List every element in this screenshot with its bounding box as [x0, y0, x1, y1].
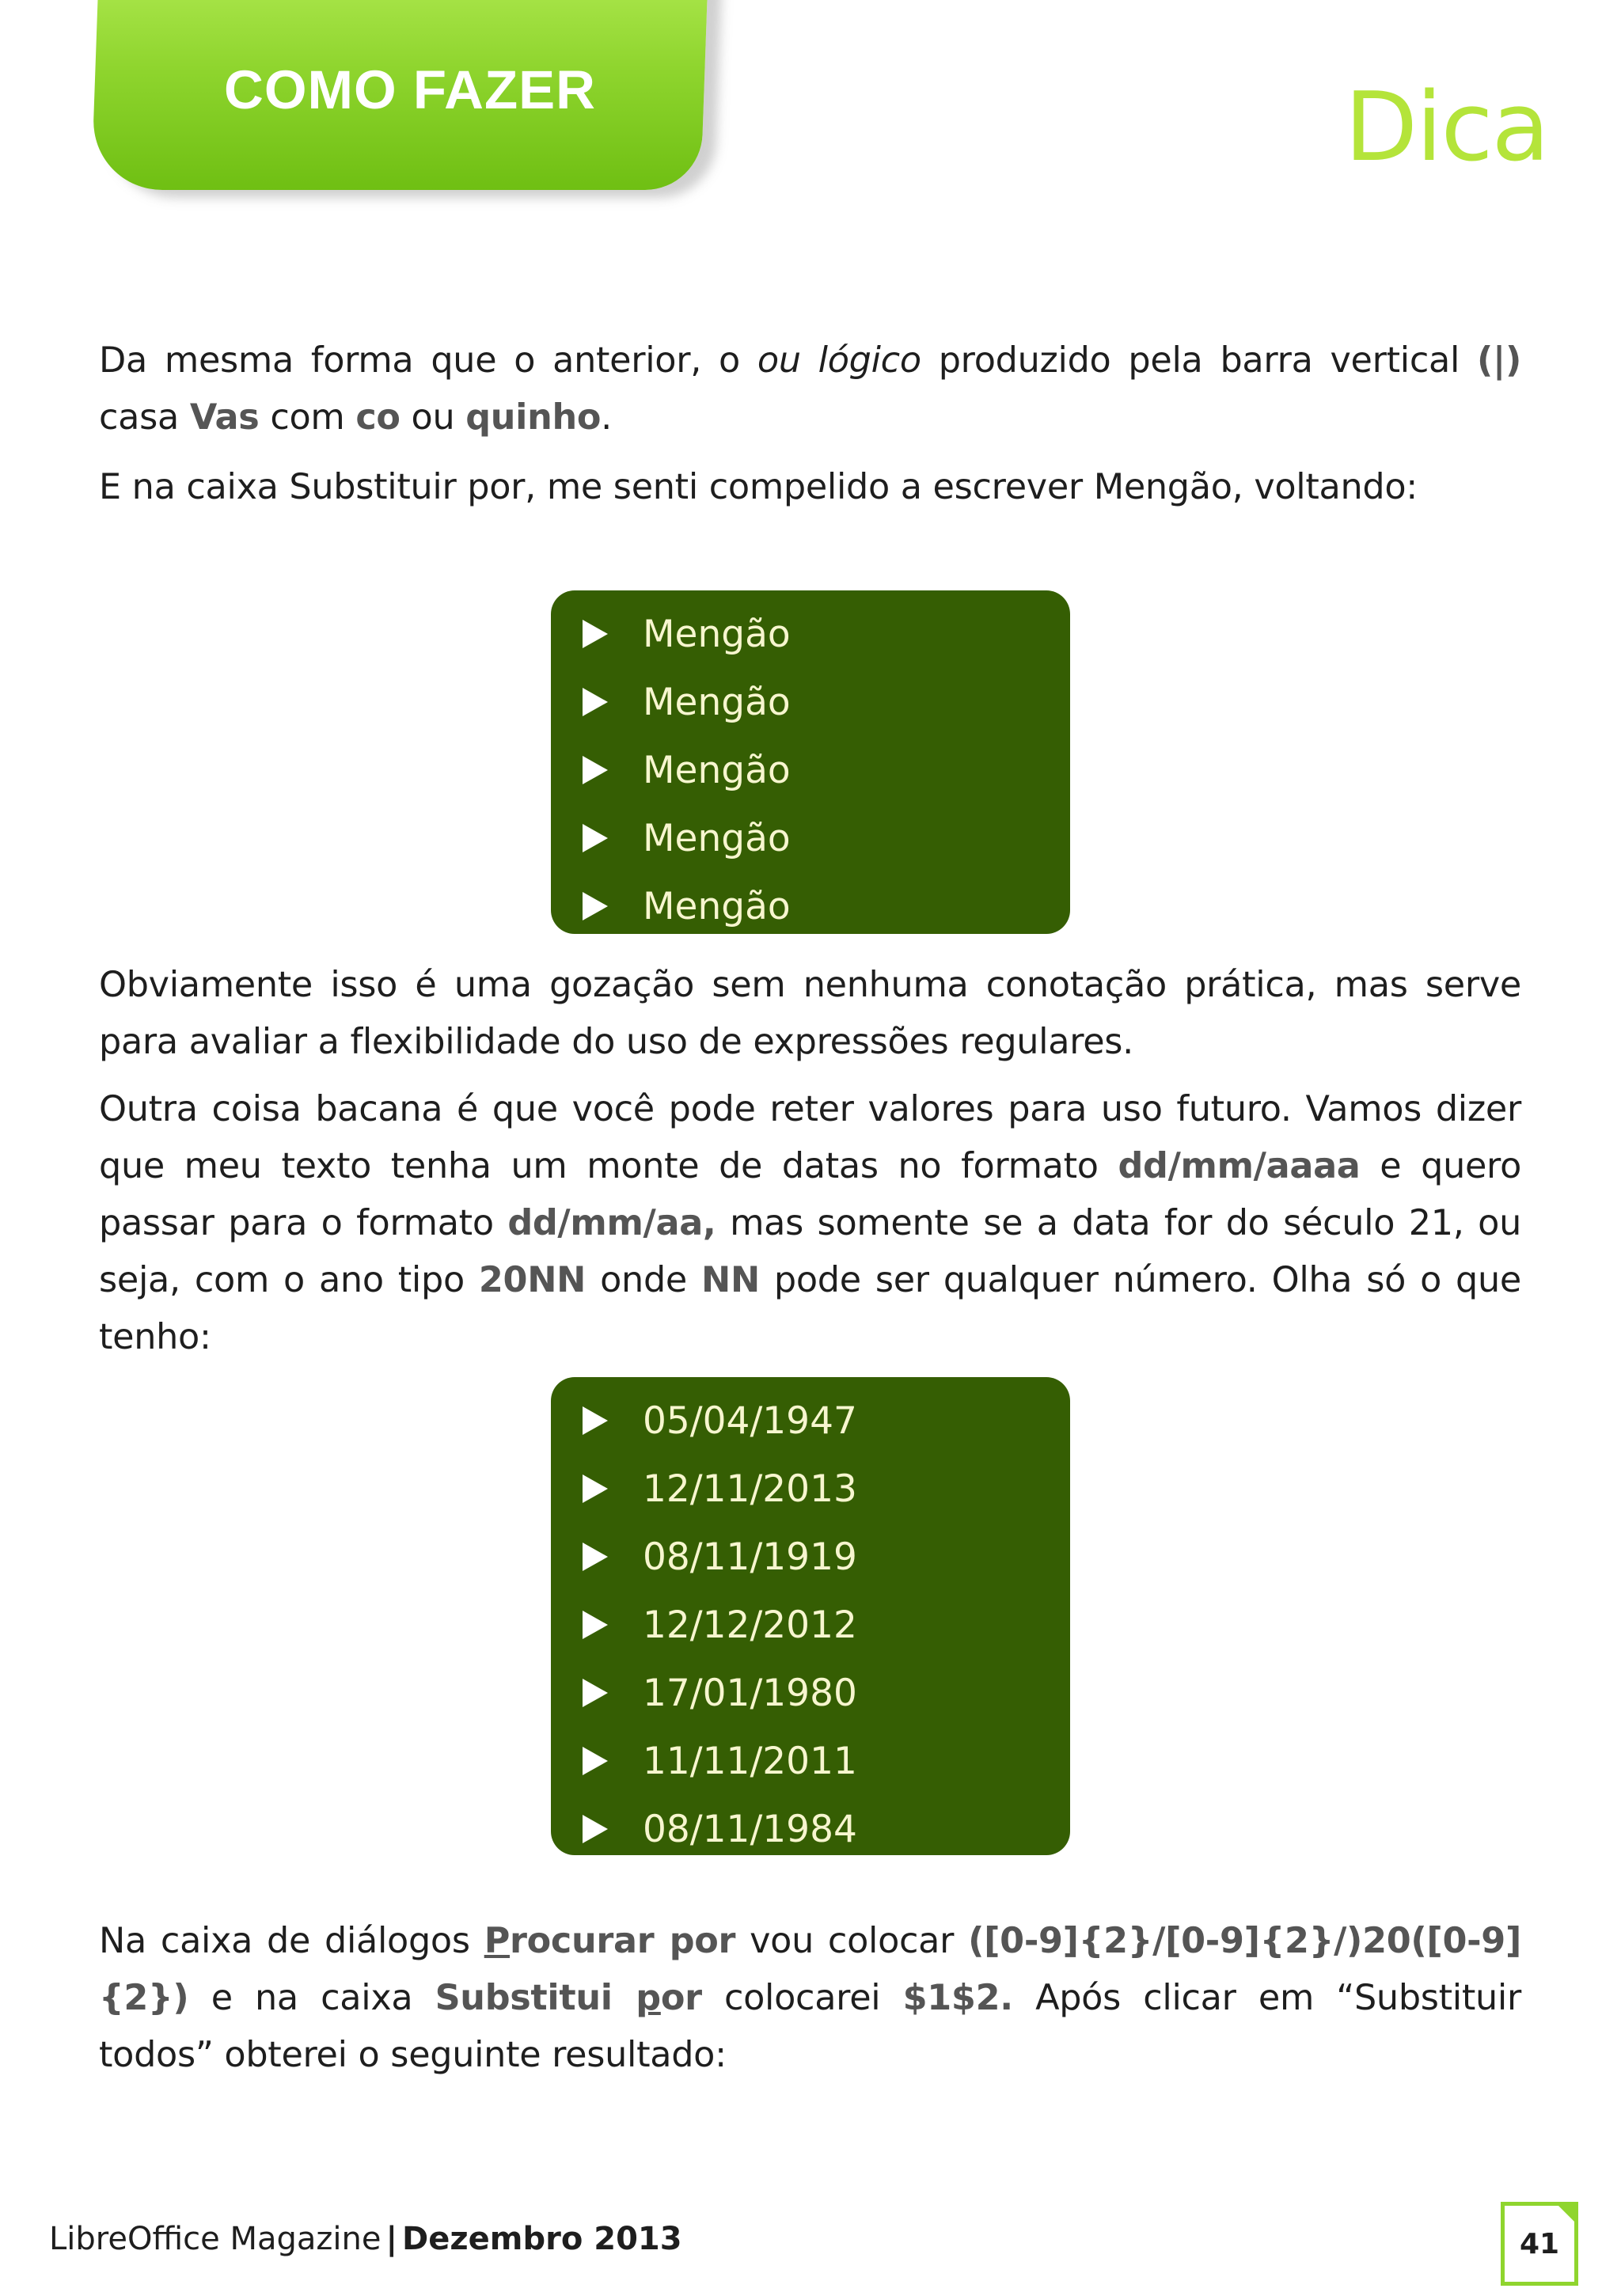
triangle-bullet-icon [583, 1474, 608, 1503]
dates-list-box [551, 1377, 1070, 1855]
section-title: COMO FAZER [224, 59, 596, 120]
mengao-list-box [551, 590, 1070, 934]
page-number-badge [1501, 2202, 1578, 2286]
magazine-name: LibreOffice Magazine [49, 2221, 382, 2257]
triangle-bullet-icon [583, 1406, 608, 1435]
triangle-bullet-icon [583, 756, 608, 784]
paragraph-3: Obviamente isso é uma gozação sem nenhuma conotação prática, mas serve para avaliar a flexibilidade do uso de expressões regulares. [99, 965, 1521, 1062]
list-item: Mengão [551, 736, 1070, 804]
page-number: 41 [1519, 2227, 1560, 2260]
issue-date: Dezembro 2013 [402, 2221, 682, 2257]
triangle-bullet-icon [583, 620, 608, 648]
footer [49, 2221, 682, 2257]
list-item: 08/11/1984 [551, 1795, 1070, 1863]
list-item: Mengão [551, 668, 1070, 736]
triangle-bullet-icon [583, 1611, 608, 1639]
list-item: Mengão [551, 600, 1070, 668]
triangle-bullet-icon [583, 1543, 608, 1571]
triangle-bullet-icon [583, 1679, 608, 1707]
triangle-bullet-icon [583, 1747, 608, 1775]
triangle-bullet-icon [583, 824, 608, 852]
dates-list [551, 1377, 1070, 1863]
paragraph-5: Na caixa de diálogos Procurar por vou colocar ([0-9]{2}/[0-9]{2}/)20([0-9]{2}) e na caixa Substitui por colocarei $1$2. Após clicar em “Substituir todos” obterei o seguinte resultado: [99, 1921, 1522, 2075]
triangle-bullet-icon [583, 1815, 608, 1843]
list-item: 11/11/2011 [551, 1727, 1070, 1795]
list-item: 08/11/1919 [551, 1523, 1070, 1591]
mengao-list [551, 590, 1070, 940]
list-item: Mengão [551, 872, 1070, 940]
paragraph-1: Da mesma forma que o anterior, o ou lógico produzido pela barra vertical (|) casa Vas com co ou quinho. [99, 340, 1521, 438]
list-item: 05/04/1947 [551, 1387, 1070, 1455]
paragraph-2: E na caixa Substituir por, me senti compelido a escrever Mengão, voltando: [99, 467, 1418, 507]
list-item: 12/12/2012 [551, 1591, 1070, 1659]
paragraph-4: Outra coisa bacana é que você pode reter valores para uso futuro. Vamos dizer que meu texto tenha um monte de datas no formato dd/mm/aaaa e quero passar para o formato dd/mm/aa, mas somente se a data for do século 21, ou seja, com o ano tipo 20NN onde NN pode ser qualquer número. Olha só o que tenho: [99, 1089, 1521, 1357]
triangle-bullet-icon [583, 688, 608, 716]
triangle-bullet-icon [583, 892, 608, 920]
list-item: Mengão [551, 804, 1070, 872]
tip-label: Dica [1344, 73, 1548, 183]
list-item: 17/01/1980 [551, 1659, 1070, 1727]
footer-separator: | [385, 2221, 398, 2257]
list-item: 12/11/2013 [551, 1455, 1070, 1523]
